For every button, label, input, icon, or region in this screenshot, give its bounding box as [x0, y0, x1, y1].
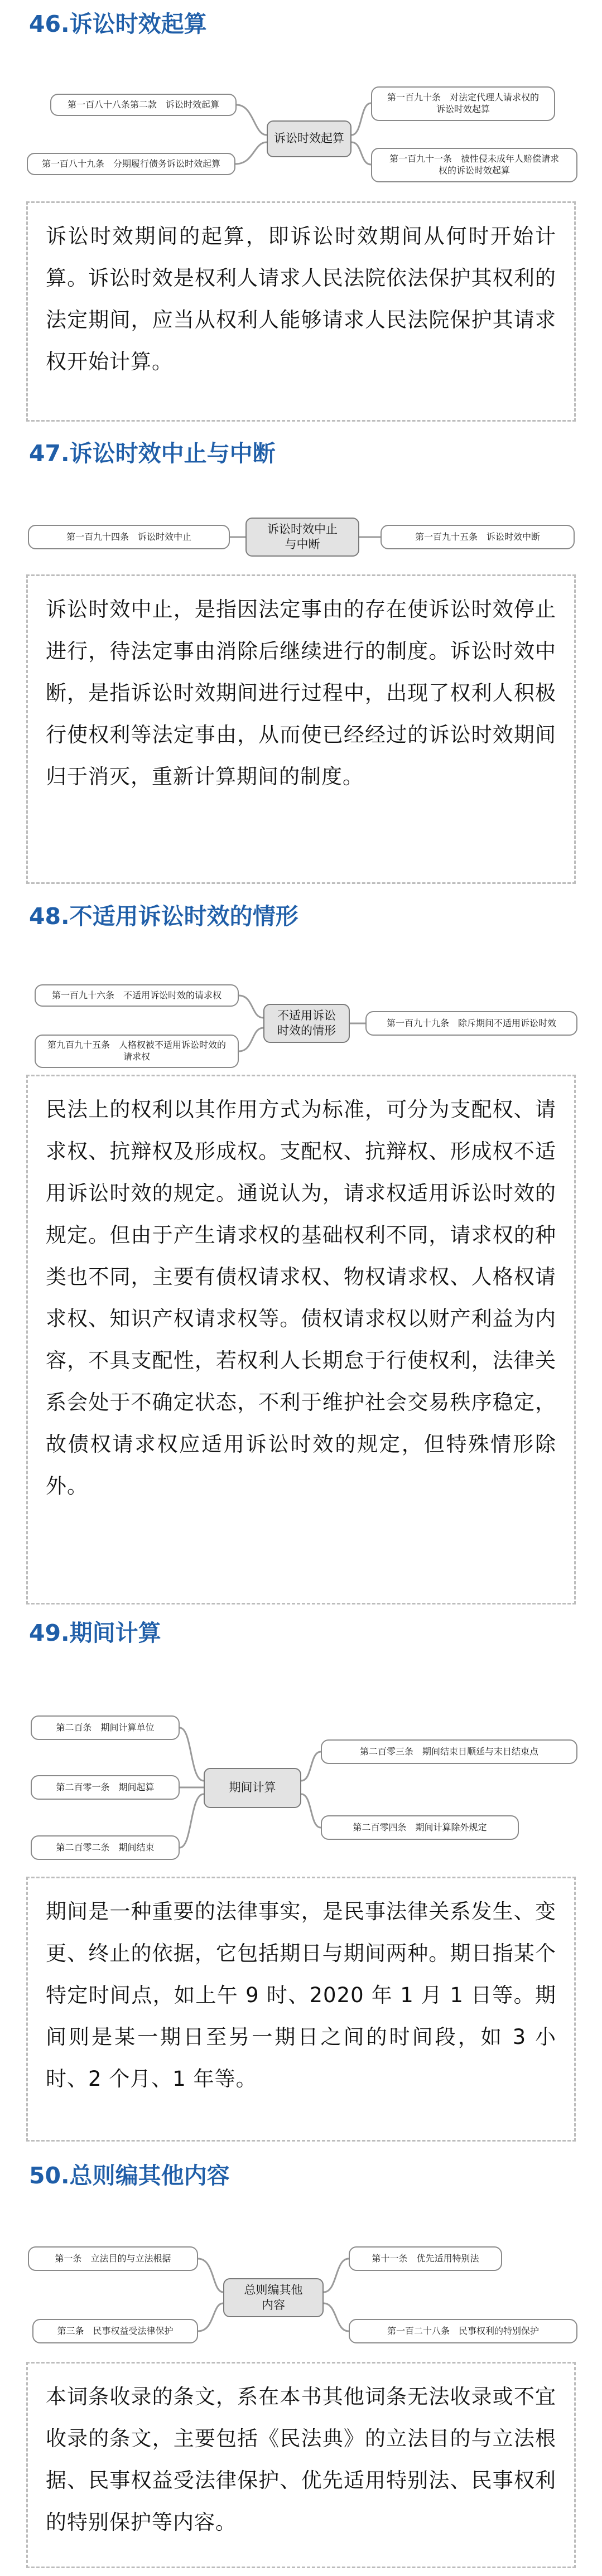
mindmap-49	[0, 1708, 602, 1867]
branch-188-2: 第一百八十八条第二款 诉讼时效起算	[50, 94, 237, 116]
paragraph-49: 期间是一种重要的法律事实，是民事法律关系发生、变更、终止的依据，它包括期日与期间两种。期日指某个特定时间点，如上午 9 时、2020 年 1 月 1 日等。期间则是某一期日至另一期日之间的时间段，如 3 小时、2 个月、1 年等。	[26, 1877, 576, 2142]
section-title-50: 50.总则编其他内容	[29, 2162, 230, 2189]
branch-195: 第一百九十五条 诉讼时效中断	[381, 525, 575, 549]
mindmap-48	[0, 968, 602, 1071]
center-node-49: 期间计算	[204, 1768, 301, 1808]
branch-200: 第二百条 期间计算单位	[31, 1715, 180, 1740]
section-title-49: 49.期间计算	[29, 1620, 161, 1646]
branch-196: 第一百九十六条 不适用诉讼时效的请求权	[35, 984, 239, 1007]
branch-203: 第二百零三条 期间结束日顺延与末日结束点	[321, 1739, 577, 1764]
branch-128: 第一百二十八条 民事权利的特别保护	[349, 2319, 577, 2343]
mindmap-46	[0, 73, 602, 195]
branch-190: 第一百九十条 对法定代理人请求权的 诉讼时效起算	[371, 86, 555, 121]
branch-202: 第二百零二条 期间结束	[31, 1835, 180, 1860]
mindmap-47	[0, 506, 602, 568]
center-node-47: 诉讼时效中止 与中断	[245, 518, 359, 557]
mindmap-50	[0, 2236, 602, 2348]
branch-191: 第一百九十一条 被性侵未成年人赔偿请求 权的诉讼时效起算	[371, 148, 577, 182]
branch-204: 第二百零四条 期间计算除外规定	[321, 1815, 519, 1840]
branch-201: 第二百零一条 期间起算	[31, 1775, 180, 1800]
paragraph-50: 本词条收录的条文，系在本书其他词条无法收录或不宜收录的条文，主要包括《民法典》的立法目的与立法根据、民事权益受法律保护、优先适用特别法、民事权利的特别保护等内容。	[26, 2362, 576, 2568]
center-node-46: 诉讼时效起算	[267, 120, 351, 157]
center-node-50: 总则编其他 内容	[223, 2278, 324, 2317]
branch-1: 第一条 立法目的与立法根据	[28, 2246, 198, 2271]
paragraph-47: 诉讼时效中止，是指因法定事由的存在使诉讼时效停止进行，待法定事由消除后继续进行的制度。诉讼时效中断，是指诉讼时效期间进行过程中，出现了权利人积极行使权利等法定事由，从而使已经经过的诉讼时效期间归于消灭，重新计算期间的制度。	[26, 574, 576, 884]
paragraph-46: 诉讼时效期间的起算，即诉讼时效期间从何时开始计算。诉讼时效是权利人请求人民法院依法保护其权利的法定期间，应当从权利人能够请求人民法院保护其请求权开始计算。	[26, 201, 576, 422]
section-title-47: 47.诉讼时效中止与中断	[29, 440, 276, 467]
center-node-48: 不适用诉讼 时效的情形	[263, 1004, 350, 1043]
branch-199: 第一百九十九条 除斥期间不适用诉讼时效	[365, 1011, 577, 1036]
branch-189: 第一百八十九条 分期履行债务诉讼时效起算	[27, 153, 235, 175]
section-title-48: 48.不适用诉讼时效的情形	[29, 903, 298, 930]
branch-995: 第九百九十五条 人格权被不适用诉讼时效的 请求权	[35, 1035, 239, 1068]
paragraph-48: 民法上的权利以其作用方式为标准，可分为支配权、请求权、抗辩权及形成权。支配权、抗辩权、形成权不适用诉讼时效的规定。通说认为，请求权适用诉讼时效的规定。但由于产生请求权的基础权利不同，请求权的种类也不同，主要有债权请求权、物权请求权、人格权请求权、知识产权请求权等。债权请求权以财产利益为内容，不具支配性，若权利人长期怠于行使权利，法律关系会处于不确定状态，不利于维护社会交易秩序稳定，故债权请求权应适用诉讼时效的规定，但特殊情形除外。	[26, 1075, 576, 1604]
branch-11: 第十一条 优先适用特别法	[349, 2246, 502, 2271]
branch-3: 第三条 民事权益受法律保护	[32, 2319, 198, 2343]
branch-194: 第一百九十四条 诉讼时效中止	[28, 525, 230, 549]
section-title-46: 46.诉讼时效起算	[29, 11, 207, 37]
